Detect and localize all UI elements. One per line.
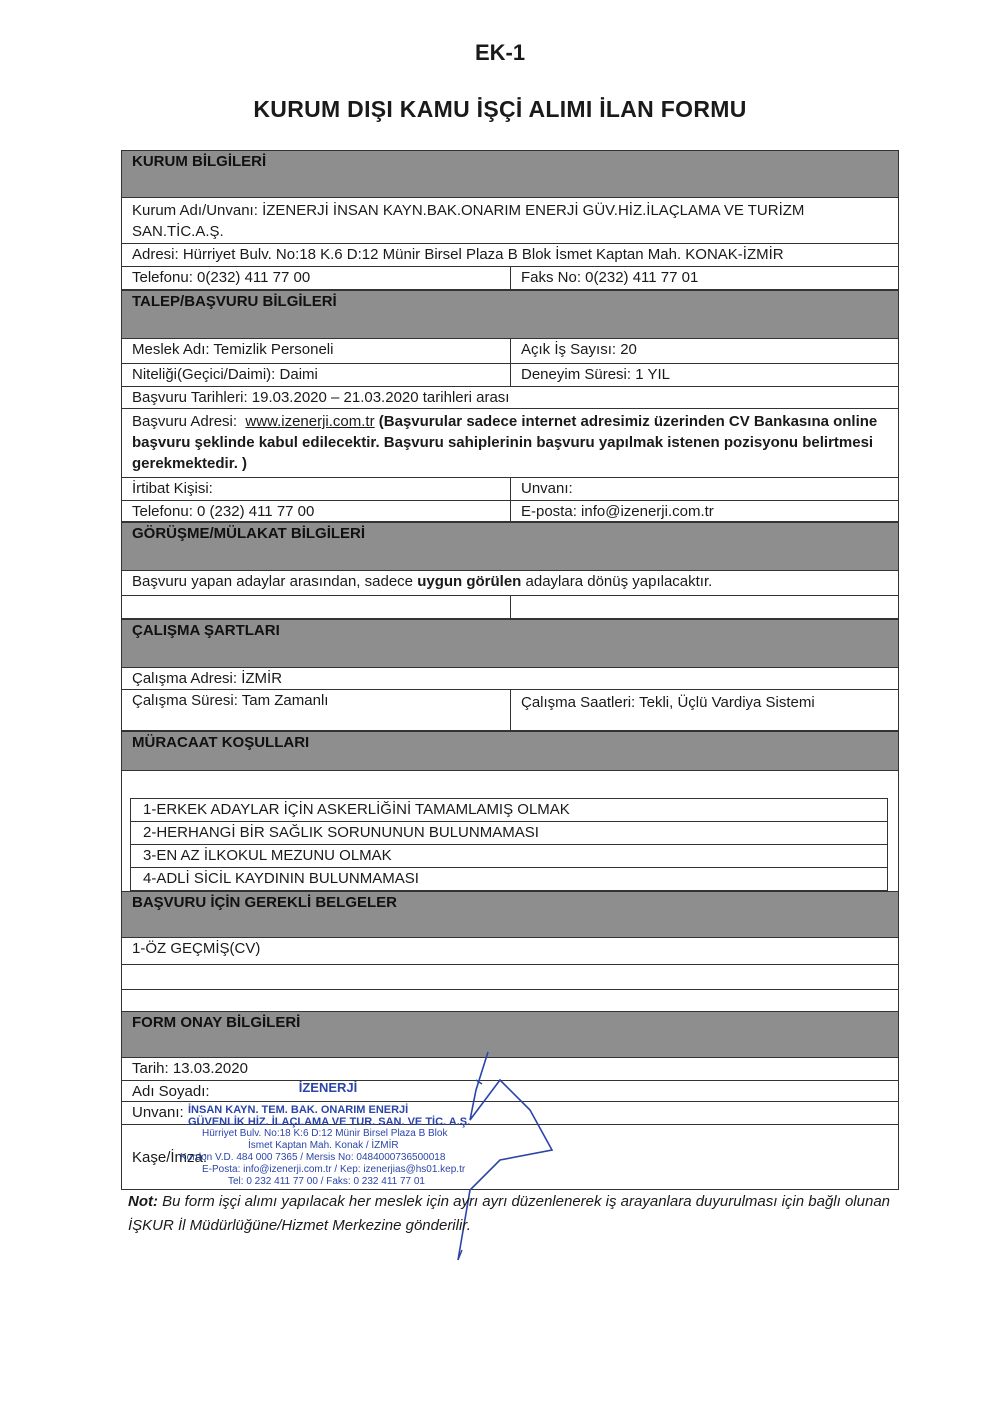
- section-gorusme: [122, 522, 898, 571]
- footnote-text: Bu form işçi alımı yapılacak her meslek için ayrı ayrı düzenlenerek iş arayanlara duyurulması için bağlı olunan İŞKUR İl Müdürlüğüne/Hizmet Merkezine gönderilir.: [128, 1193, 891, 1234]
- calisma-suresi: Çalışma Süresi: Tam Zamanlı: [132, 692, 329, 709]
- empty-cell: [510, 596, 898, 618]
- row-calisma-adresi: [122, 668, 898, 690]
- list-item: 2-HERHANGİ BİR SAĞLIK SORUNUNUN BULUNMAMASI: [131, 822, 887, 845]
- row-irtibat: [122, 478, 898, 501]
- row-belge-empty-1: [122, 965, 898, 990]
- section-title: KURUM BİLGİLERİ: [132, 153, 267, 170]
- section-title: MÜRACAAT KOŞULLARI: [132, 734, 310, 751]
- gorusme-text: [122, 571, 898, 595]
- stamp-line: Kordon V.D. 484 000 7365 / Mersis No: 0484000736500018: [180, 1152, 446, 1163]
- form-title: KURUM DIŞI KAMU İŞÇİ ALIMI İLAN FORMU: [253, 96, 747, 122]
- onay-kase-imza: Kaşe/İmza:: [132, 1149, 208, 1166]
- stamp-name: İZENERJİ: [298, 1080, 358, 1095]
- muracaat-list: [130, 798, 888, 891]
- row-gorusme-empty: [122, 596, 898, 619]
- deneyim-suresi: Deneyim Süresi: 1 YIL: [510, 364, 898, 386]
- stamp-line: İsmet Kaptan Mah. Konak / İZMİR: [248, 1140, 399, 1151]
- basvuru-adresi: [122, 409, 898, 477]
- row-belge-empty-2: [122, 990, 898, 1011]
- section-muracaat: [122, 731, 898, 771]
- irtibat-eposta: E-posta: info@izenerji.com.tr: [510, 501, 898, 521]
- list-item: 1-ERKEK ADAYLAR İÇİN ASKERLİĞİNİ TAMAMLAMIŞ OLMAK: [131, 799, 887, 822]
- stamp-line: GÜVENLİK HİZ. İLAÇLAMA VE TUR. SAN. VE TİC. A.Ş.: [188, 1116, 471, 1128]
- section-belgeler: [122, 891, 898, 938]
- announcement-form: [121, 150, 899, 1190]
- belge-item: 1-ÖZ GEÇMİŞ(CV): [132, 940, 261, 957]
- row-meslek: [122, 339, 898, 364]
- meslek-adi: Meslek Adı: Temizlik Personeli: [132, 341, 334, 358]
- footnote: [128, 1190, 898, 1238]
- section-title: ÇALIŞMA ŞARTLARI: [132, 622, 280, 639]
- row-niteligi: [122, 364, 898, 387]
- onay-unvani: Unvanı:: [132, 1104, 184, 1121]
- section-title: FORM ONAY BİLGİLERİ: [132, 1014, 301, 1031]
- gorusme-text-c: adaylara dönüş yapılacaktır.: [525, 573, 713, 590]
- footnote-lead: Not:: [128, 1193, 158, 1210]
- row-basvuru-adresi: [122, 409, 898, 478]
- stamp-line: Hürriyet Bulv. No:18 K:6 D:12 Münir Birsel Plaza B Blok: [202, 1128, 448, 1139]
- stamp-line: E-Posta: info@izenerji.com.tr / Kep: izenerjias@hs01.kep.tr: [202, 1164, 466, 1175]
- row-kurum-adres: [122, 244, 898, 267]
- irtibat-unvani: Unvanı:: [510, 478, 898, 500]
- gorusme-text-a: Başvuru yapan adaylar arasından, sadece: [132, 573, 414, 590]
- row-calisma-suresi: [122, 690, 898, 731]
- calisma-saatleri: Çalışma Saatleri: Tekli, Üçlü Vardiya Sistemi: [510, 690, 898, 730]
- gorusme-text-b: uygun görülen: [417, 573, 522, 590]
- stamp-line: İNSAN KAYN. TEM. BAK. ONARIM ENERJİ: [188, 1104, 409, 1116]
- irtibat-telefon: Telefonu: 0 (232) 411 77 00: [132, 503, 315, 520]
- row-kurum-adi: [122, 198, 898, 244]
- calisma-adresi: Çalışma Adresi: İZMİR: [132, 670, 283, 687]
- onay-tarih: Tarih: 13.03.2020: [132, 1060, 248, 1077]
- row-belge-1: [122, 938, 898, 965]
- row-tarihler: [122, 387, 898, 409]
- kurum-telefon: Telefonu: 0(232) 411 77 00: [132, 269, 311, 286]
- list-item: 4-ADLİ SİCİL KAYDININ BULUNMAMASI: [143, 870, 419, 887]
- acik-is-sayisi: Açık İş Sayısı: 20: [510, 339, 898, 363]
- kurum-adres: Adresi: Hürriyet Bulv. No:18 K.6 D:12 Münir Birsel Plaza B Blok İsmet Kaptan Mah. KONAK-İZMİR: [132, 246, 784, 263]
- onay-adi-soyadi: Adı Soyadı:: [132, 1083, 210, 1100]
- list-item: 3-EN AZ İLKOKUL MEZUNU OLMAK: [131, 845, 887, 868]
- section-title: TALEP/BAŞVURU BİLGİLERİ: [132, 293, 337, 310]
- kurum-faks: Faks No: 0(232) 411 77 01: [510, 267, 898, 289]
- kurum-adi: Kurum Adı/Unvanı: İZENERJİ İNSAN KAYN.BAK.ONARIM ENERJİ GÜV.HİZ.İLAÇLAMA VE TURİZM SAN.TİC.A.Ş.: [132, 202, 805, 240]
- row-kurum-telefon: [122, 267, 898, 290]
- section-title: BAŞVURU İÇİN GEREKLİ BELGELER: [132, 894, 398, 911]
- website-link[interactable]: www.izenerji.com.tr: [245, 413, 375, 430]
- basvuru-tarihleri: Başvuru Tarihleri: 19.03.2020 – 21.03.2020 tarihleri arası: [132, 389, 510, 406]
- section-talep: [122, 290, 898, 339]
- row-irtibat-telefon: [122, 501, 898, 522]
- niteligi: Niteliği(Geçici/Daimi): Daimi: [132, 366, 318, 383]
- stamp-line: Tel: 0 232 411 77 00 / Faks: 0 232 411 77 01: [228, 1176, 425, 1187]
- section-calisma: [122, 619, 898, 668]
- basvuru-adresi-label: Başvuru Adresi:: [132, 413, 238, 430]
- section-title: GÖRÜŞME/MÜLAKAT BİLGİLERİ: [132, 525, 366, 542]
- section-kurum: [122, 151, 898, 198]
- row-gorusme: [122, 571, 898, 596]
- basvuru-adresi-note: (Başvurular sadece internet adresimiz üzerinden CV Bankasına online başvuru şeklinde kabul edilecektir. Başvuru sahiplerinin başvuru yapılmak istenen pozisyonu belirtmesi gerekmektedir. ): [132, 413, 878, 472]
- annex-label: EK-1: [474, 40, 526, 65]
- irtibat-kisisi: İrtibat Kişisi:: [132, 480, 213, 497]
